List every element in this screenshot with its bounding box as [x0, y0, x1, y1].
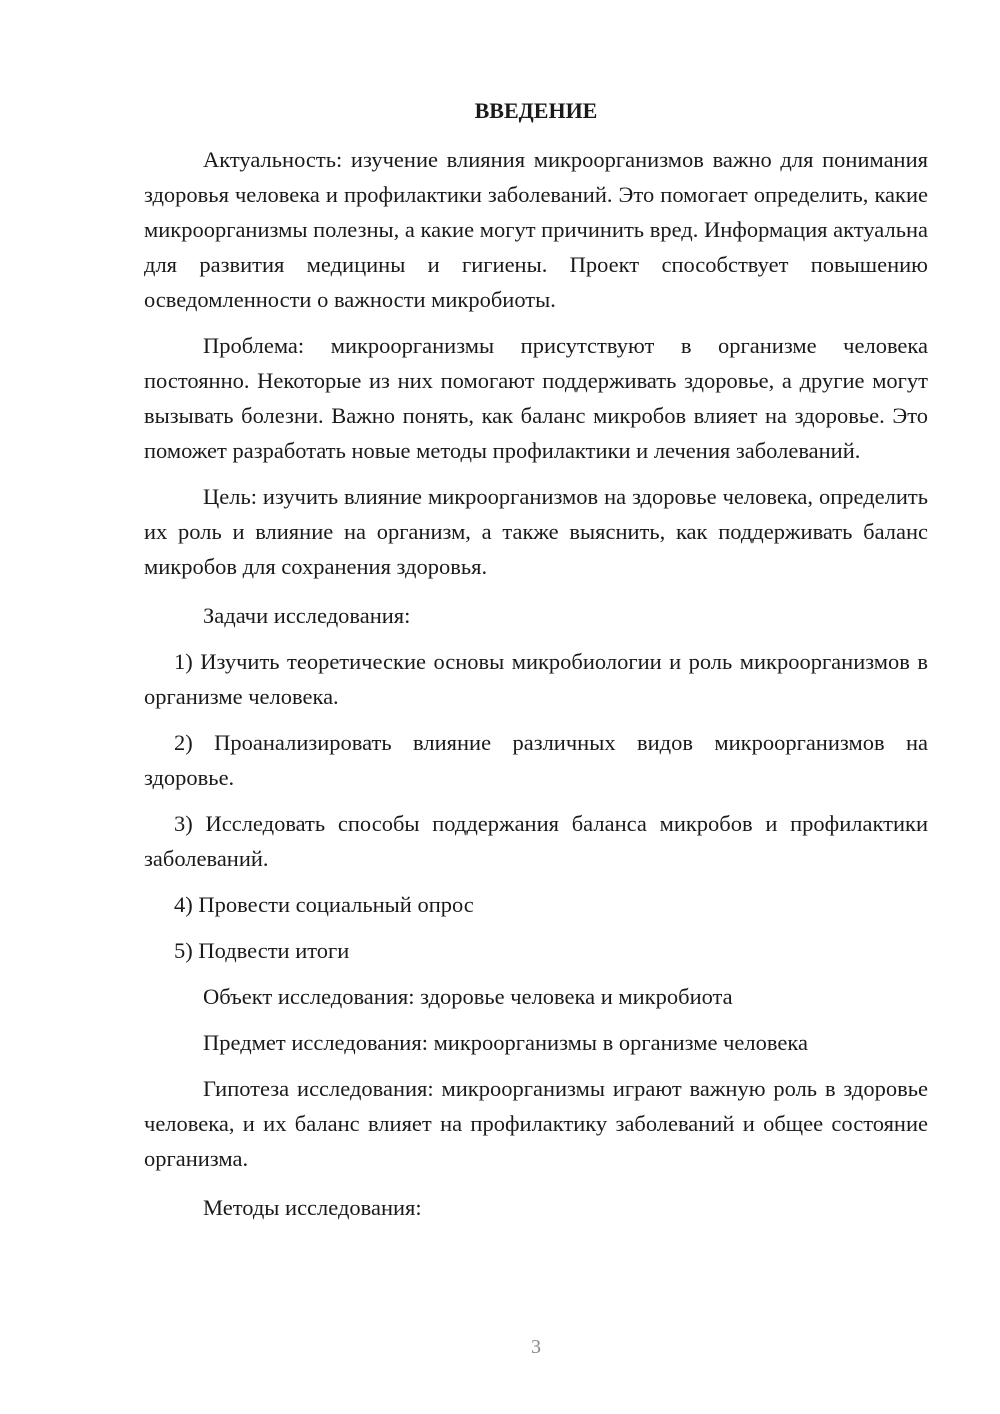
paragraph-object: Объект исследования: здоровье человека и микробиота	[203, 984, 733, 1009]
task-item-5: 5) Подвести итоги	[174, 938, 350, 963]
task-item-4: 4) Провести социальный опрос	[174, 892, 474, 917]
task-item-1: 1) Изучить теоретические основы микробиологии и роль микроорганизмов в организме человека.	[144, 649, 928, 709]
task-item-2: 2) Проанализировать влияние различных видов микроорганизмов на здоровье.	[144, 730, 928, 790]
page-number: 3	[531, 1336, 541, 1358]
paragraph-subject: Предмет исследования: микроорганизмы в организме человека	[203, 1030, 808, 1055]
paragraph-problem: Проблема: микроорганизмы присутствуют в организме человека постоянно. Некоторые из них помогают поддерживать здоровье, а другие могут вызывать болезни. Важно понять, как баланс микробов влияет на здоровье. Это поможет разработать новые методы профилактики и лечения заболеваний.	[144, 333, 928, 463]
methods-heading: Методы исследования:	[203, 1195, 422, 1220]
section-title: ВВЕДЕНИЕ	[474, 98, 598, 123]
task-item-3: 3) Исследовать способы поддержания баланса микробов и профилактики заболеваний.	[144, 811, 928, 871]
tasks-heading: Задачи исследования:	[203, 603, 411, 628]
paragraph-goal: Цель: изучить влияние микроорганизмов на здоровье человека, определить их роль и влияние на организм, а также выяснить, как поддерживать баланс микробов для сохранения здоровья.	[144, 484, 928, 579]
document-body	[144, 142, 928, 1225]
paragraph-relevance: Актуальность: изучение влияния микроорганизмов важно для понимания здоровья человека и профилактики заболеваний. Это помогает определить, какие микроорганизмы полезны, а какие могут причинить вред. Информация актуальна для развития медицины и гигиены. Проект способствует повышению осведомленности о важности микробиоты.	[144, 147, 928, 312]
paragraph-hypothesis: Гипотеза исследования: микроорганизмы играют важную роль в здоровье человека, и их баланс влияет на профилактику заболеваний и общее состояние организма.	[144, 1076, 928, 1171]
